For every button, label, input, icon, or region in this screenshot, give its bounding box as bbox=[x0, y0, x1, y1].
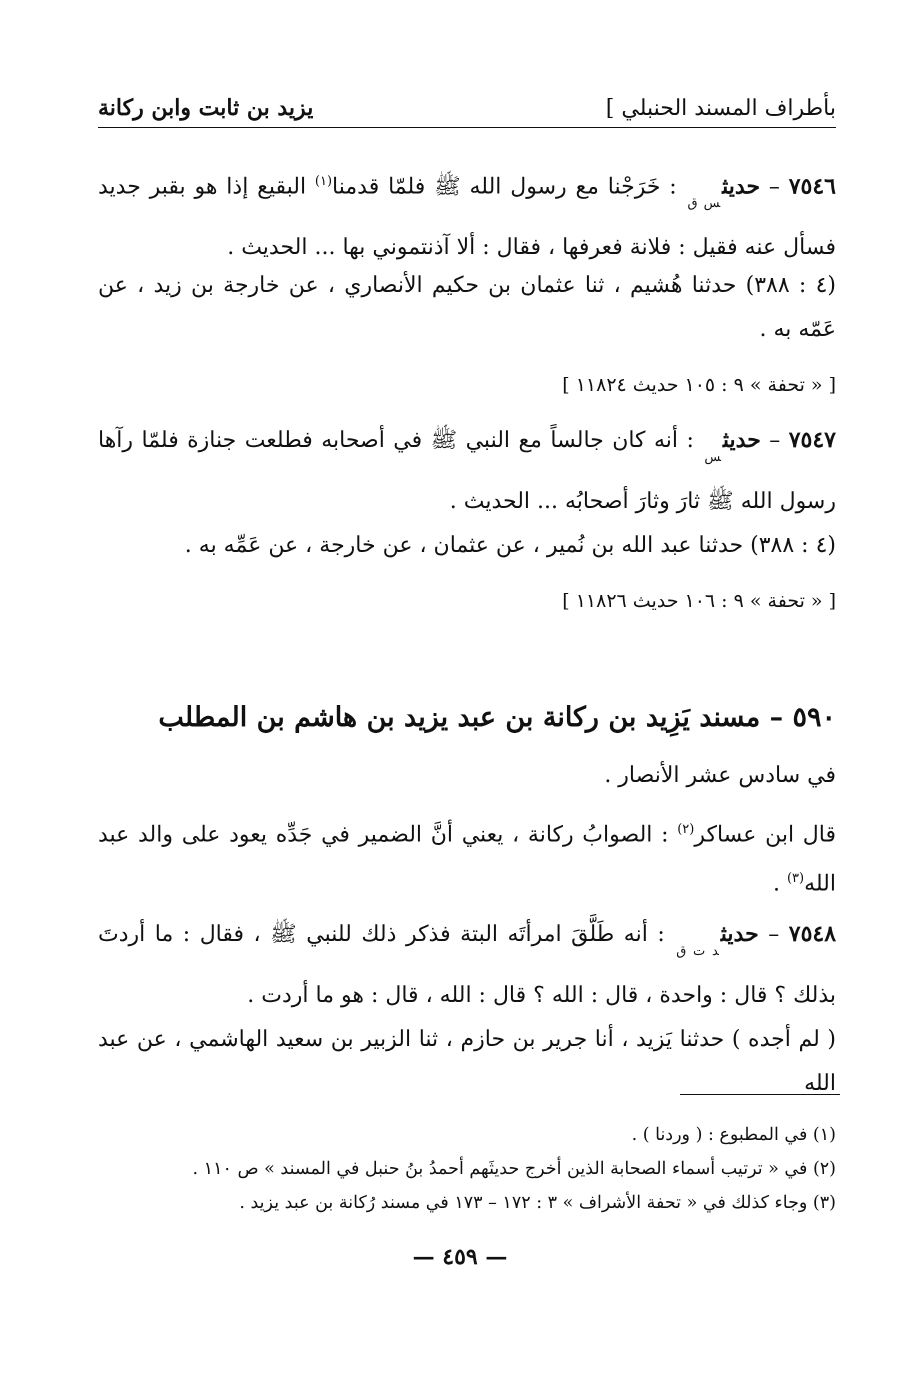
isnad-text: (٤ : ٣٨٨) حدثنا هُشيم ، ثنا عثمان بن حكيم الأنصاري ، عن خارجة بن زيد ، عن عَمّه به . bbox=[98, 273, 836, 342]
hadith-7546-tuhfa bbox=[98, 370, 836, 400]
footnote-ref-3[interactable]: (٣) bbox=[786, 871, 805, 887]
hadith-7546-text bbox=[98, 160, 836, 270]
header-section-title: يزيد بن ثابت وابن ركانة bbox=[98, 95, 314, 121]
hadith-7547-text bbox=[98, 418, 836, 524]
section-590-sub bbox=[98, 754, 836, 798]
hadith-number: ٧٥٤٦ bbox=[788, 173, 836, 200]
isnad-text: ( لم أجده ) حدثنا يَزيد ، أنا جرير بن حازم ، ثنا الزبير بن سعيد الهاشمي ، عن عبد الله bbox=[98, 1027, 836, 1096]
hadith-7547-tuhfa bbox=[98, 586, 836, 616]
hadith-7546-isnad bbox=[98, 264, 836, 352]
running-header bbox=[98, 88, 836, 128]
hadith-7548 bbox=[98, 912, 836, 1018]
section-title: ٥٩٠ – مسند يَزِيد بن ركانة بن عبد يزيد بن هاشم بن المطلب bbox=[158, 702, 836, 733]
hadith-matn-part2: البقيع إذا هو بقبر جديد فسأل عنه فقيل : فلانة فعرفها ، فقال : ألا آذنتموني بها ... الحديث . bbox=[98, 174, 836, 261]
footnote-ref-1[interactable]: (١) bbox=[314, 174, 333, 189]
page-number: — ٤٥٩ — bbox=[412, 1244, 508, 1270]
section-590 bbox=[98, 698, 836, 738]
section-subtitle: في سادس عشر الأنصار . bbox=[604, 763, 836, 788]
hadith-keyword: حديث bbox=[722, 173, 761, 200]
dash: – bbox=[768, 174, 780, 200]
source-sigla: د ت ق bbox=[676, 944, 719, 959]
hadith-number: ٧٥٤٨ bbox=[788, 921, 837, 947]
hadith-7547-isnad bbox=[98, 524, 836, 568]
header-book-title: بأطراف المسند الحنبلي ] bbox=[605, 96, 836, 121]
hadith-matn-part1: : خَرَجْنا مع رسول الله ﷺ فلمّا قدمنا bbox=[332, 174, 677, 200]
dash: – bbox=[768, 922, 780, 947]
ibn-asakir-text-1: قال ابن عساكر bbox=[694, 822, 836, 848]
tuhfa-reference: [ « تحفة » ٩ : ١٠٦ حديث ١١٨٢٦ ] bbox=[562, 590, 836, 612]
footnote-3: (٣) وجاء كذلك في « تحفة الأشراف » ٣ : ١٧٢ – ١٧٣ في مسند رُكانة بن عبد يزيد . bbox=[239, 1193, 836, 1213]
footnote-ref-2[interactable]: (٢) bbox=[677, 822, 695, 837]
tuhfa-reference: [ « تحفة » ٩ : ١٠٥ حديث ١١٨٢٤ ] bbox=[562, 374, 836, 396]
hadith-keyword: حديث bbox=[720, 921, 759, 947]
footnote-2: (٢) في « ترتيب أسماء الصحابة الذين أخرج حديثَهم أحمدُ بنُ حنبل في المسند » ص ١١٠ . bbox=[192, 1159, 836, 1179]
ibn-asakir-text-3: . bbox=[772, 871, 787, 897]
ibn-asakir-text-2: : الصوابُ ركانة ، يعني أنَّ الضمير في جَدِّه يعود على والد عبد الله bbox=[98, 822, 836, 897]
hadith-keyword: حديث bbox=[722, 427, 761, 453]
ibn-asakir-paragraph bbox=[98, 808, 836, 907]
dash: – bbox=[769, 428, 781, 453]
hadith-7548-text bbox=[98, 912, 836, 1018]
hadith-number: ٧٥٤٧ bbox=[788, 427, 836, 453]
ibn-asakir-note bbox=[98, 808, 836, 907]
isnad-text: (٤ : ٣٨٨) حدثنا عبد الله بن نُمير ، عن عثمان ، عن خارجة ، عن عَمِّه به . bbox=[184, 533, 836, 558]
hadith-7547 bbox=[98, 418, 836, 524]
source-sigla: س bbox=[704, 450, 721, 465]
source-sigla: س ق bbox=[687, 196, 721, 212]
footnotes bbox=[98, 1118, 836, 1220]
footnote-1: (١) في المطبوع : ( وردنا ) . bbox=[631, 1125, 836, 1145]
hadith-matn: : أنه كان جالساً مع النبي ﷺ في أصحابه فطلعت جنازة فلمّا رآها رسول الله ﷺ ثارَ وثارَ أصحابُه ... الحديث . bbox=[98, 428, 836, 514]
hadith-matn: : أنه طَلَّقَ امرأتَه البتة فذكر ذلك للنبي ﷺ ، فقال : ما أردتَ بذلك ؟ قال : واحدة ، قال : الله ؟ قال : الله ، قال : هو ما أردت . bbox=[98, 922, 836, 1008]
hadith-7546 bbox=[98, 160, 836, 270]
footnote-divider bbox=[680, 1094, 840, 1095]
hadith-7548-isnad bbox=[98, 1018, 836, 1106]
